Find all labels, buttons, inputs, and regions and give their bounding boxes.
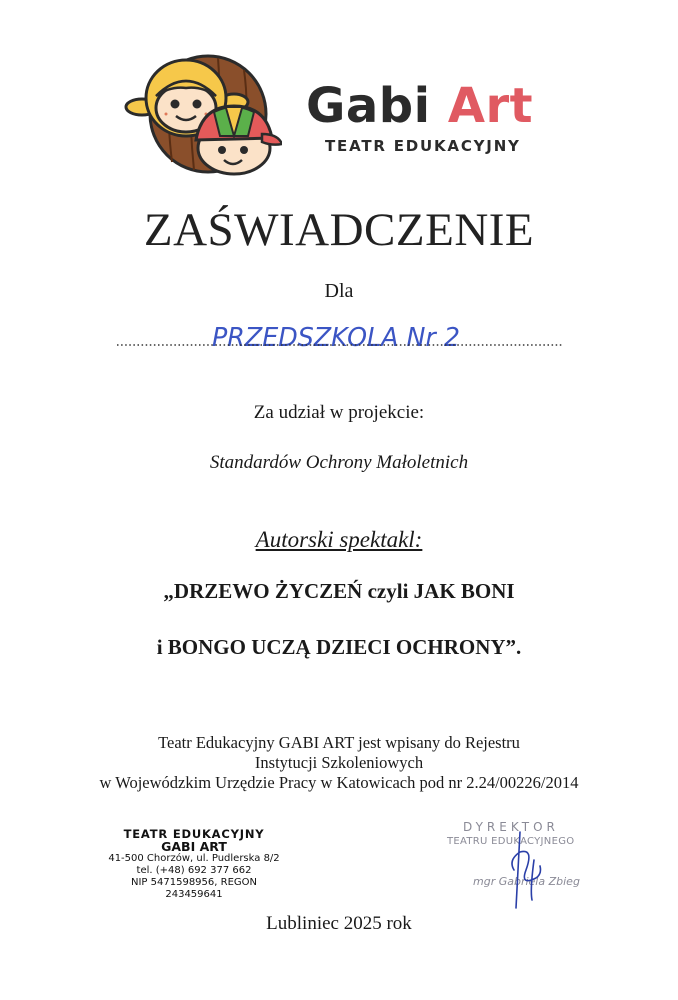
brand-name-art: Art (447, 78, 534, 134)
organization-stamp (104, 828, 284, 901)
director-stamp-title: DYREKTOR (463, 820, 559, 834)
brand-subtitle: TEATR EDUKACYJNY (325, 137, 521, 155)
registry-line3: w Wojewódzkim Urzędzie Pracy w Katowicach pod nr 2.24/00226/2014 (99, 773, 579, 792)
handwritten-recipient (212, 308, 472, 358)
handwritten-recipient-text: PRZEDSZKOLA Nr 2 (212, 323, 460, 353)
registry-line2: Instytucji Szkoleniowych (254, 753, 424, 772)
document-title: ZAŚWIADCZENIE (143, 204, 535, 256)
signature (490, 830, 550, 910)
recipient-dotted-line (117, 335, 563, 349)
for-label: Dla (324, 280, 354, 302)
director-stamp-org: TEATRU EDUKACYJNEGO (447, 836, 575, 847)
brand-name-gabi: Gabi (306, 78, 431, 134)
footer-place-date: Lubliniec 2025 rok (266, 913, 412, 934)
project-name: Standardów Ochrony Małoletnich (209, 452, 469, 473)
participation-label: Za udział w projekcie: (253, 402, 425, 423)
stamp-line3: 41-500 Chorzów, ul. Pudlerska 8/2 (108, 853, 280, 864)
stamp-line4: tel. (+48) 692 377 662 (136, 865, 252, 876)
stamp-line2: GABI ART (161, 839, 227, 854)
brand-name (306, 80, 533, 132)
performance-title-line1: „DRZEWO ŻYCZEŃ czyli JAK BONI (163, 579, 515, 603)
director-stamp-name: mgr Gabriela Zbieg (473, 875, 580, 888)
stamp-line1: TEATR EDUKACYJNY (123, 827, 265, 841)
performance-label: Autorski spektakl: (255, 527, 423, 552)
registry-line1: Teatr Edukacyjny GABI ART jest wpisany do Rejestru (158, 733, 520, 752)
performance-title-line2: i BONGO UCZĄ DZIECI OCHRONY”. (156, 635, 522, 659)
two-children-faces-icon (122, 52, 282, 177)
registry-info (0, 733, 678, 793)
stamp-line5: NIP 5471598956, REGON 243459641 (131, 877, 257, 900)
